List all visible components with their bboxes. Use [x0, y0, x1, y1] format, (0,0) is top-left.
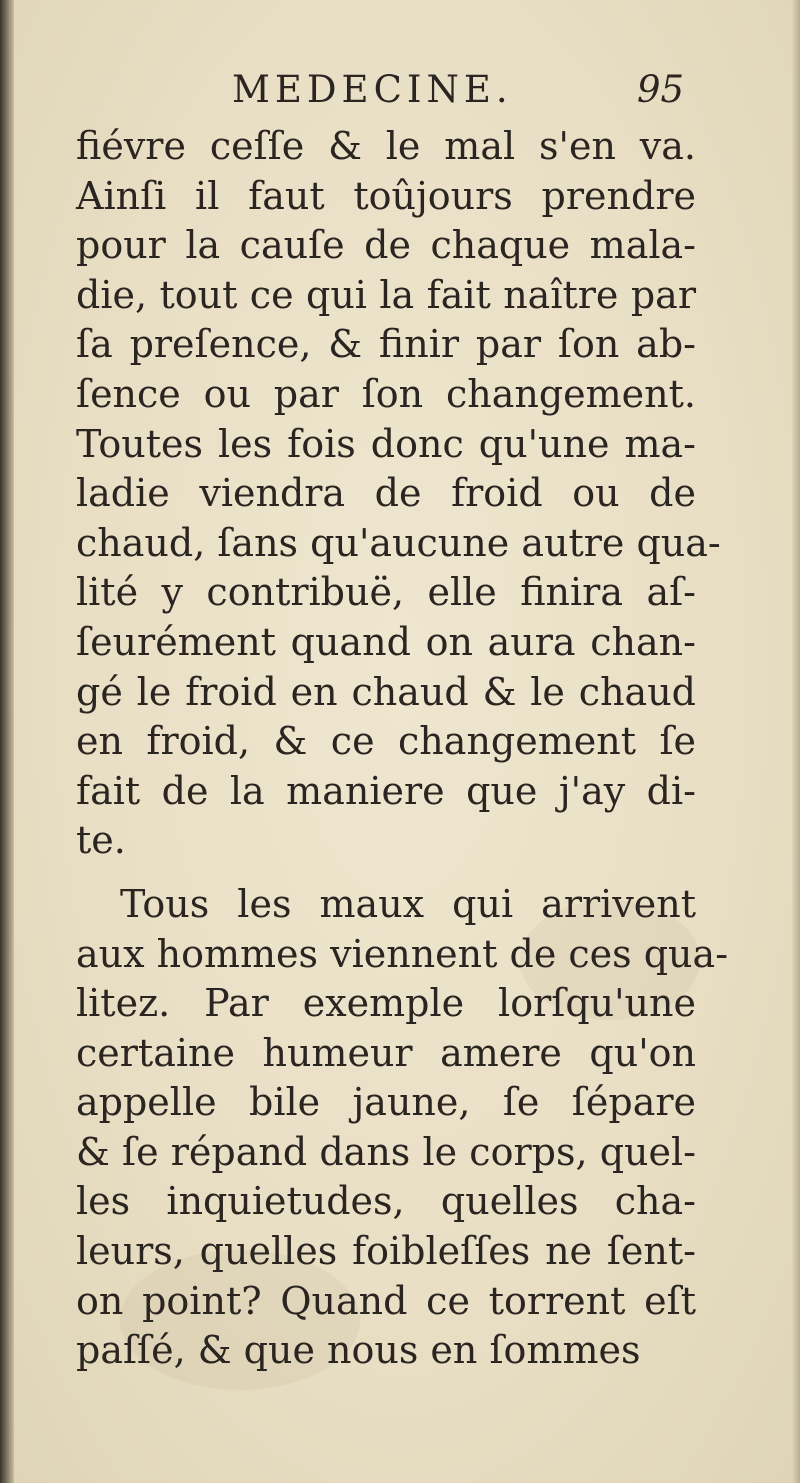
text-line: paſſé, & que nous en ſommes: [76, 1328, 641, 1373]
text-line: en froid, & ce changement ſe: [76, 719, 696, 764]
text-line: leurs, quelles foibleſſes ne ſent-: [76, 1229, 696, 1274]
text-line: aux hommes viennent de ces qua-: [76, 931, 729, 976]
text-line: appelle bile jaune, ſe ſépare: [76, 1080, 696, 1125]
text-line: gé le froid en chaud & le chaud: [76, 669, 696, 714]
text-line: ladie viendra de froid ou de: [76, 471, 696, 516]
text-line: lité y contribuë, elle finira aſ-: [76, 570, 696, 615]
text-line: les inquietudes, quelles cha-: [76, 1179, 696, 1224]
text-line: on point? Quand ce torrent eſt: [76, 1278, 696, 1323]
running-head-title: MEDECINE.: [232, 68, 513, 111]
text-line: fiévre ceſſe & le mal s'en va.: [76, 124, 696, 168]
page-outer-edge: [792, 0, 800, 1483]
body-text: [76, 122, 729, 1376]
page-binding-edge: [0, 0, 14, 1483]
text-line: fait de la maniere que j'ay di-: [76, 768, 696, 813]
text-line: Tous les maux qui arrivent: [120, 881, 696, 926]
text-line: litez. Par exemple lorſqu'une: [76, 981, 696, 1026]
text-line: Toutes les fois donc qu'une ma-: [76, 421, 696, 466]
text-line: ſa preſence, & finir par ſon ab-: [76, 322, 696, 367]
text-line: & ſe répand dans le corps, quel-: [76, 1129, 696, 1174]
text-line: pour la cauſe de chaque mala-: [76, 223, 696, 268]
text-line: Ainſi il faut toûjours prendre: [76, 173, 696, 218]
text-line: te.: [76, 818, 126, 863]
text-line: ſence ou par ſon changement.: [76, 371, 696, 416]
text-line: chaud, ſans qu'aucune autre qua-: [76, 520, 721, 565]
paragraph-break: [76, 866, 696, 880]
text-line: certaine humeur amere qu'on: [76, 1030, 696, 1075]
text-line: die, tout ce qui la fait naître par: [76, 272, 696, 317]
page-number: 95: [637, 68, 685, 111]
running-head: [232, 68, 692, 118]
text-line: ſeurément quand on aura chan-: [76, 619, 696, 664]
